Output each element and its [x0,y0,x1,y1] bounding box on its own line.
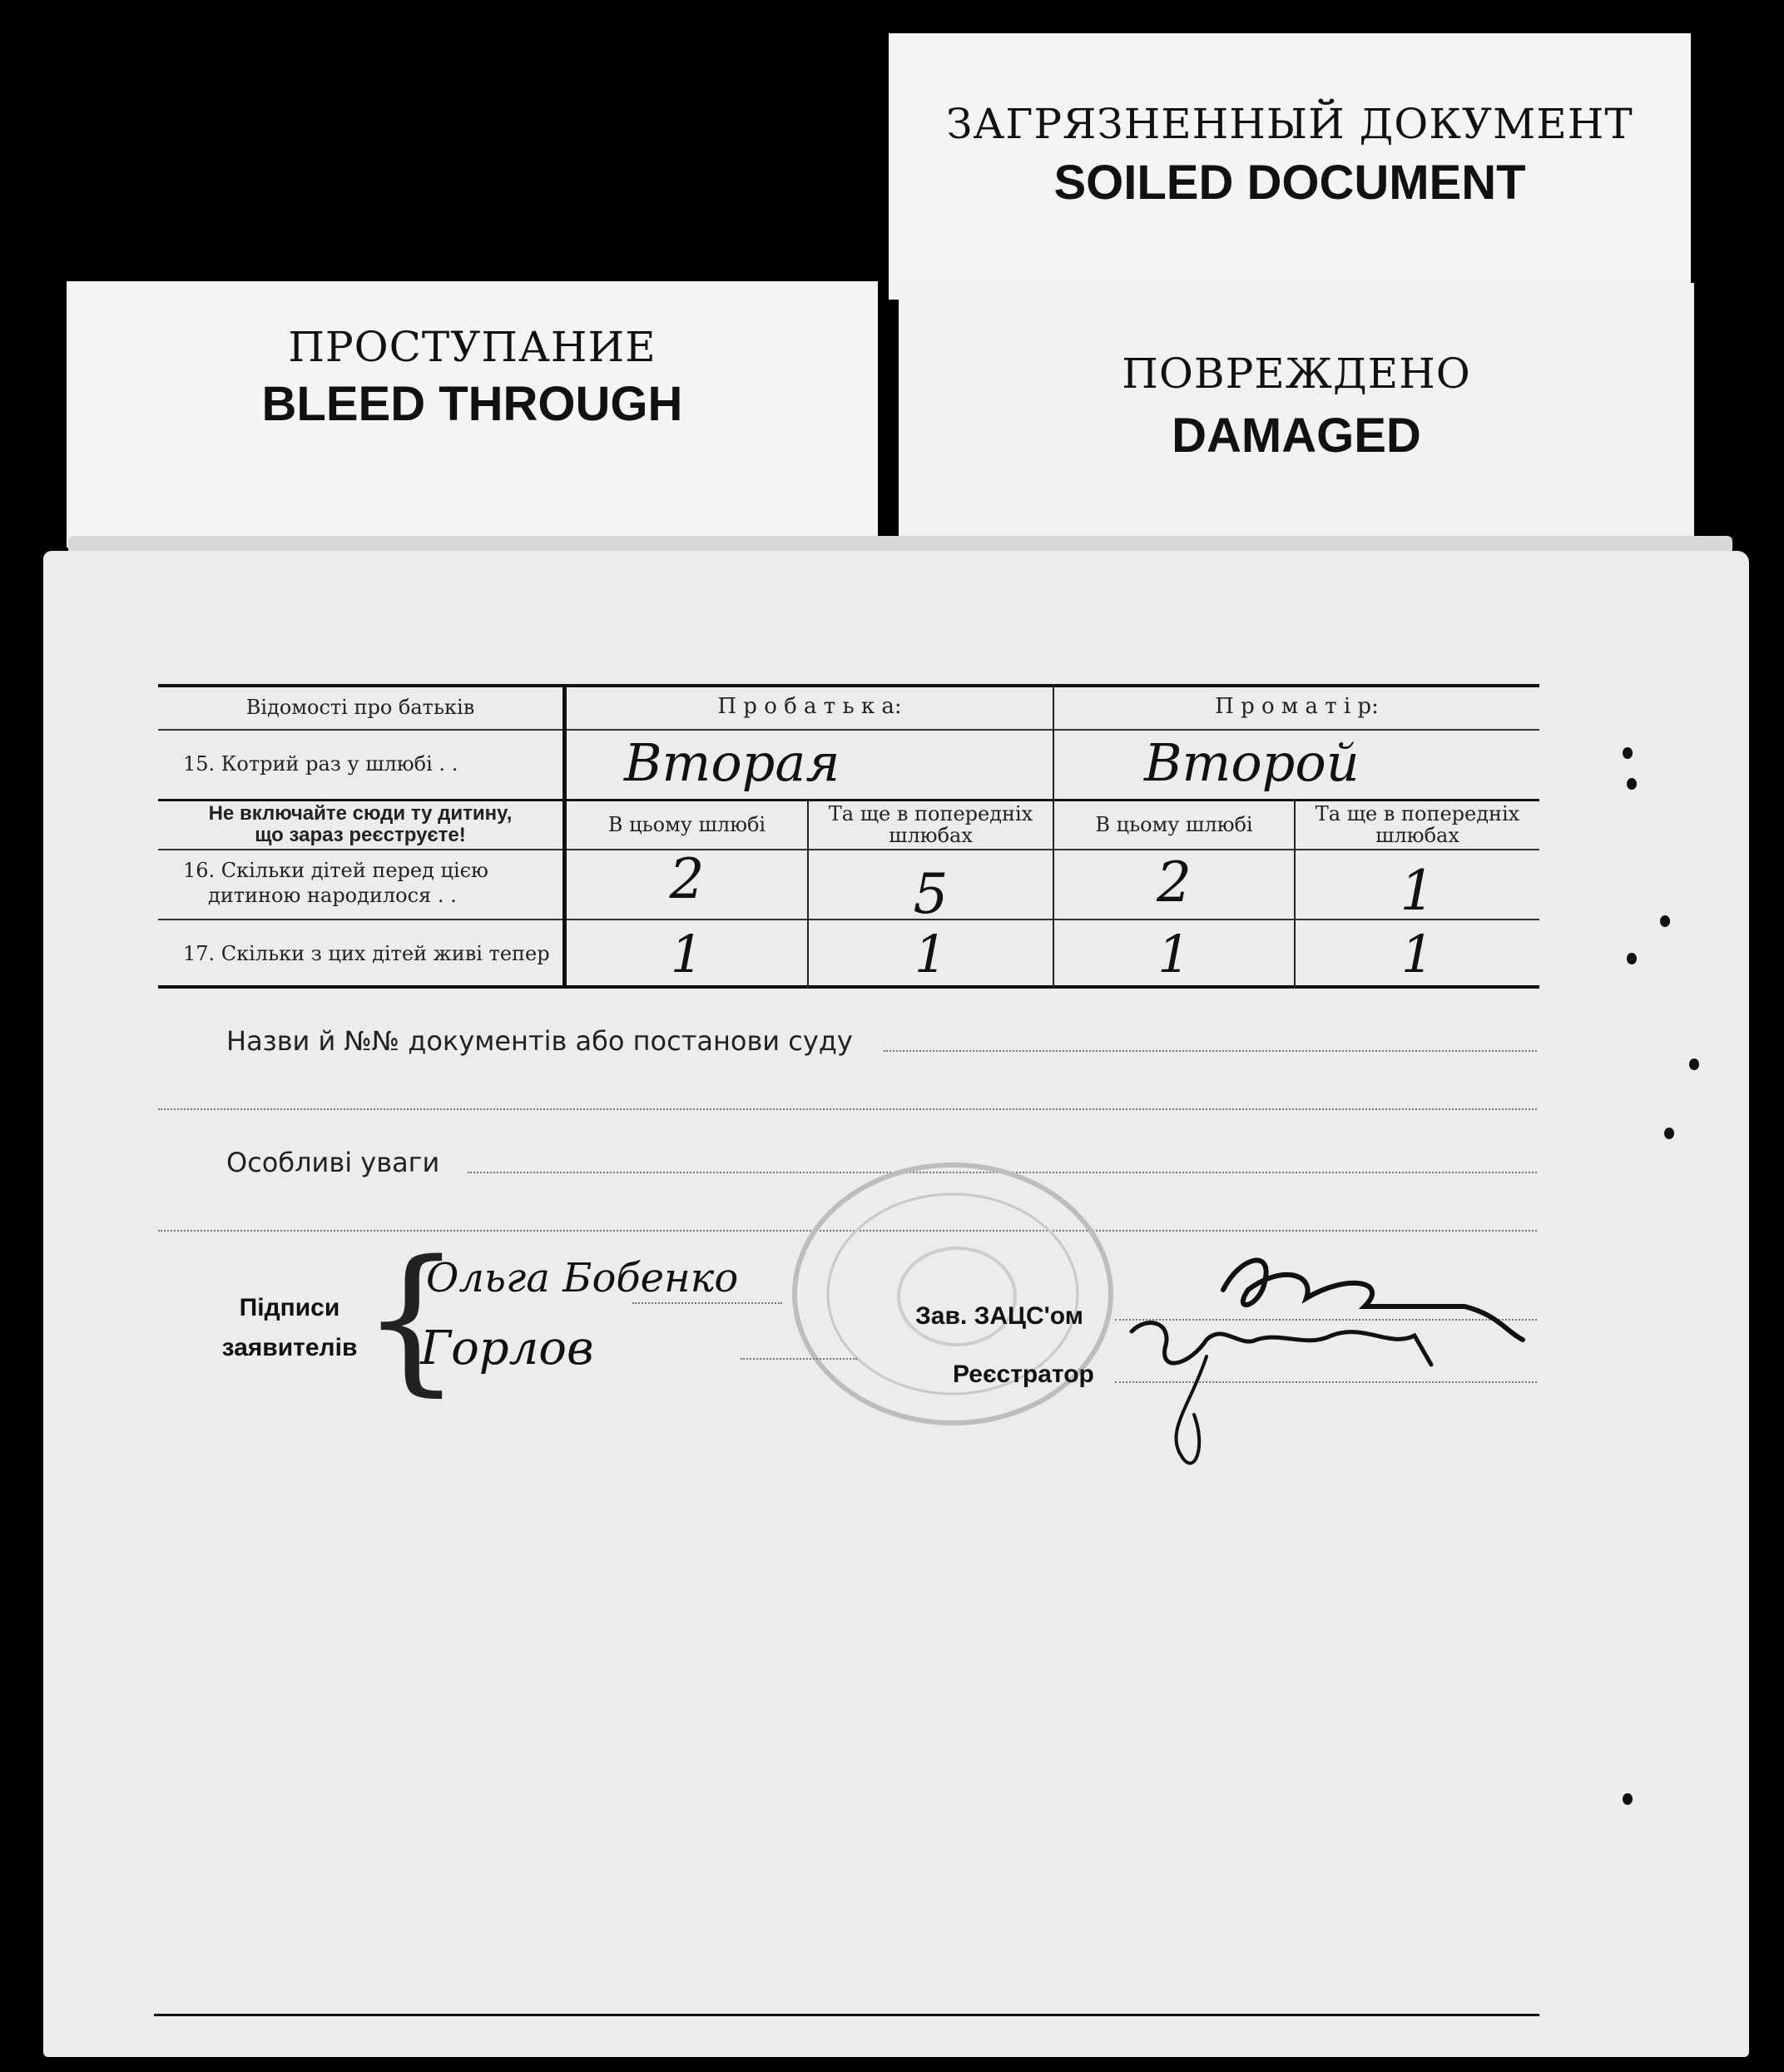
documents-line-2 [158,1108,1537,1110]
father-header: П р о б а т ь к а: [717,694,902,719]
damaged-card [899,283,1694,549]
row15-mother-value: Второй [1144,732,1360,793]
applicant2-line [741,1358,857,1360]
soiled-en-label: SOILED DOCUMENT [1053,156,1526,210]
bleed-through-card [67,281,878,548]
official-stamp [786,1157,1119,1431]
applicant1-signature: Ольга Бобенко [426,1255,739,1301]
row17-father-previous: 1 [914,924,948,984]
head-zags-label: Зав. ЗАЦС'ом [915,1302,1083,1330]
applicants-brace: { [361,1227,462,1410]
binding-hole [1664,1128,1674,1139]
parents-info-table [158,684,1539,990]
row16-father-previous: 5 [913,862,949,926]
row17-father-this: 1 [670,924,704,984]
binding-hole [1627,953,1637,964]
damaged-ru-label: ПОВРЕЖДЕНО [1122,349,1471,398]
row16-label-line2: дитиною народилося . . [208,884,457,907]
bleed-en-label: BLEED THROUGH [261,377,683,431]
binding-hole [1623,747,1633,759]
binding-hole [1660,915,1670,927]
row15-label: 15. Котрий раз у шлюбі . . [183,752,458,776]
binding-hole [1689,1058,1699,1070]
binding-hole [1627,778,1637,790]
mother-this-marriage: В цьому шлюбі [1095,813,1253,836]
table-header-label: Відомості про батьків [245,696,475,719]
applicant2-signature: Горлов [420,1321,594,1376]
remarks-label: Особливі уваги [226,1147,440,1178]
father-previous-line1: Та ще в попередніх [828,802,1033,825]
row16-mother-previous: 1 [1400,859,1435,923]
row17-mother-previous: 1 [1400,924,1435,984]
row16-label-line1: 16. Скільки дітей перед цією [183,859,488,882]
row15-father-value: Вторая [624,732,840,793]
damaged-en-label: DAMAGED [1172,409,1421,463]
binding-hole [1623,1793,1633,1805]
mother-previous-line1: Та ще в попередніх [1315,802,1520,825]
bottom-rule [154,2014,1539,2016]
documents-line [884,1050,1537,1052]
row17-mother-this: 1 [1157,924,1191,984]
row17-label: 17. Скільки з цих дітей живі тепер [183,942,550,965]
documents-label: Назви й №№ документів або постанови суду [226,1025,853,1057]
soiled-document-card [889,33,1691,300]
mother-header: П р о м а т і р: [1215,694,1379,719]
row16-mother-this: 2 [1157,850,1192,915]
mother-previous-line2: шлюбах [1375,824,1459,847]
note-line2: що зараз реєструєте! [255,824,466,846]
father-this-marriage: В цьому шлюбі [607,813,766,836]
note-line1: Не включайте сюди ту дитину, [208,802,513,825]
applicants-label-line2: заявителів [221,1334,358,1361]
official-signature [1115,1240,1531,1490]
applicant1-line [632,1302,782,1304]
applicants-label-line1: Підписи [239,1294,340,1321]
bleed-ru-label: ПРОСТУПАНИЕ [288,323,657,371]
soiled-ru-label: ЗАГРЯЗНЕННЫЙ ДОКУМЕНТ [946,100,1633,148]
registrar-label: Реєстратор [953,1361,1094,1388]
row16-father-this: 2 [669,847,705,911]
father-previous-line2: шлюбах [889,824,973,847]
